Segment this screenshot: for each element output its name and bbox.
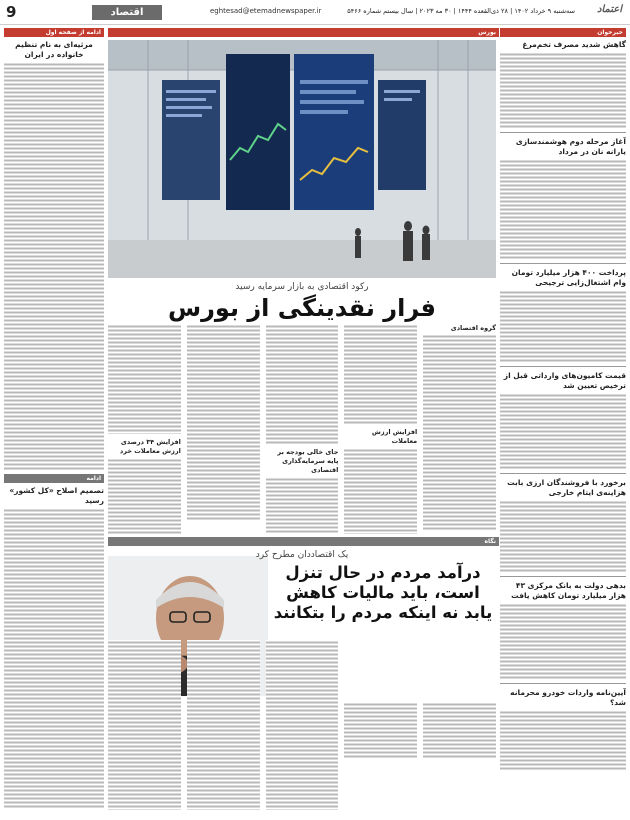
divider <box>500 473 626 474</box>
main-kicker: رکود اقتصادی به بازار سرمایه رسید <box>235 282 369 292</box>
text-column <box>187 324 260 534</box>
text-block <box>344 702 417 758</box>
second-kicker: یک اقتصاددان مطرح کرد <box>255 550 349 560</box>
subhead: افزایش ۳۴ درصدی ارزش معاملات خرد <box>119 438 181 455</box>
text-column <box>344 640 417 816</box>
continued-label: ادامه <box>4 474 104 483</box>
divider <box>500 576 626 577</box>
main-story-body <box>108 324 496 534</box>
text-column <box>423 640 496 816</box>
text-block <box>266 640 339 810</box>
text-block <box>108 324 181 434</box>
divider <box>500 132 626 133</box>
stock-exchange-photo <box>108 40 496 278</box>
email-address[interactable]: eghtesad@etemadnewspaper.ir <box>210 7 322 15</box>
text-block <box>344 448 417 534</box>
section-title: اقتصاد <box>92 5 162 20</box>
text-block <box>500 500 626 572</box>
main-headline: فرار نقدینگی از بورس <box>168 294 436 322</box>
date-line: سه‌شنبه ۹ خرداد ۱۴۰۲ | ۲۸ ذی‌القعده ۱۴۴۴ | ۳۰ مه ۲۰۲۳ | سال بیستم شماره ۵۴۶۶ <box>347 7 575 15</box>
newspaper-logo: اعتماد <box>596 4 622 15</box>
text-column <box>108 324 181 534</box>
subhead: افزایش ارزش معاملات <box>371 428 418 445</box>
text-block <box>344 324 417 424</box>
text-block <box>4 62 104 470</box>
text-block <box>500 393 626 469</box>
text-block <box>4 508 104 808</box>
text-block <box>108 458 181 534</box>
text-column <box>344 324 417 534</box>
text-block <box>423 702 496 758</box>
text-block <box>423 334 496 530</box>
text-block <box>187 324 260 520</box>
continued-label: ادامه از صفحه اول <box>4 28 104 37</box>
news-item-title: قیمت کامیون‌های وارداتی قبل از ترخیص تعیین شد <box>503 371 626 390</box>
divider <box>500 263 626 264</box>
text-block <box>500 159 626 259</box>
news-item-title: بدهی دولت به بانک مرکزی ۴۳ هزار میلیارد تومان کاهش یافت <box>511 581 626 600</box>
text-block <box>108 640 181 810</box>
text-block <box>266 324 339 444</box>
text-block <box>500 603 626 679</box>
text-block <box>500 52 626 128</box>
news-column <box>500 28 626 816</box>
divider <box>500 366 626 367</box>
divider <box>500 683 626 684</box>
text-column <box>423 324 496 534</box>
text-block <box>500 290 626 362</box>
news-item-title: آیین‌نامه واردات خودرو محرمانه شد؟ <box>510 688 626 707</box>
text-block <box>266 477 339 534</box>
subhead: جای خالی بودجه بر پایه سرمایه‌گذاری اقتصادی <box>277 448 339 474</box>
news-item-title: برخورد با فروشندگان ارزی بابت هزاینه‌ی ایتام خارجی <box>507 478 626 497</box>
news-item-title: پرداخت ۴۰۰ هزار میلیارد تومان وام اشتغال‌زایی ترجیحی <box>511 268 626 287</box>
continued-headline: مرثیه‌ای به نام تنظیم خانواده در ایران <box>15 40 93 59</box>
second-story-body <box>108 640 496 816</box>
continued-column <box>4 28 104 816</box>
continued-headline: تصمیم اصلاح «کل کشور» رسید <box>9 486 104 505</box>
stock-exchange-illustration <box>108 40 496 278</box>
news-item-title: آغاز مرحله دوم هوشمندسازی یارانه نان در مرداد <box>515 137 626 156</box>
page-number: 9 <box>6 3 17 21</box>
text-column <box>266 640 339 816</box>
text-column <box>266 324 339 534</box>
page-header <box>0 0 630 25</box>
text-block <box>187 640 260 810</box>
byline: گروه اقتصادی <box>450 324 496 332</box>
text-column <box>187 640 260 816</box>
news-column-label: خبرخوان <box>500 28 626 37</box>
news-item-title: گاهش شدید مصرف تخم‌مرغ <box>522 40 626 49</box>
text-block <box>500 710 626 770</box>
text-column <box>108 640 181 816</box>
bourse-section-label: بورس <box>108 28 499 37</box>
note-section-label: نگاه <box>108 537 499 546</box>
second-headline: درآمد مردم در حال تنزل است، باید مالیات کاهش یابد نه اینکه مردم را بتکانند <box>273 563 493 622</box>
